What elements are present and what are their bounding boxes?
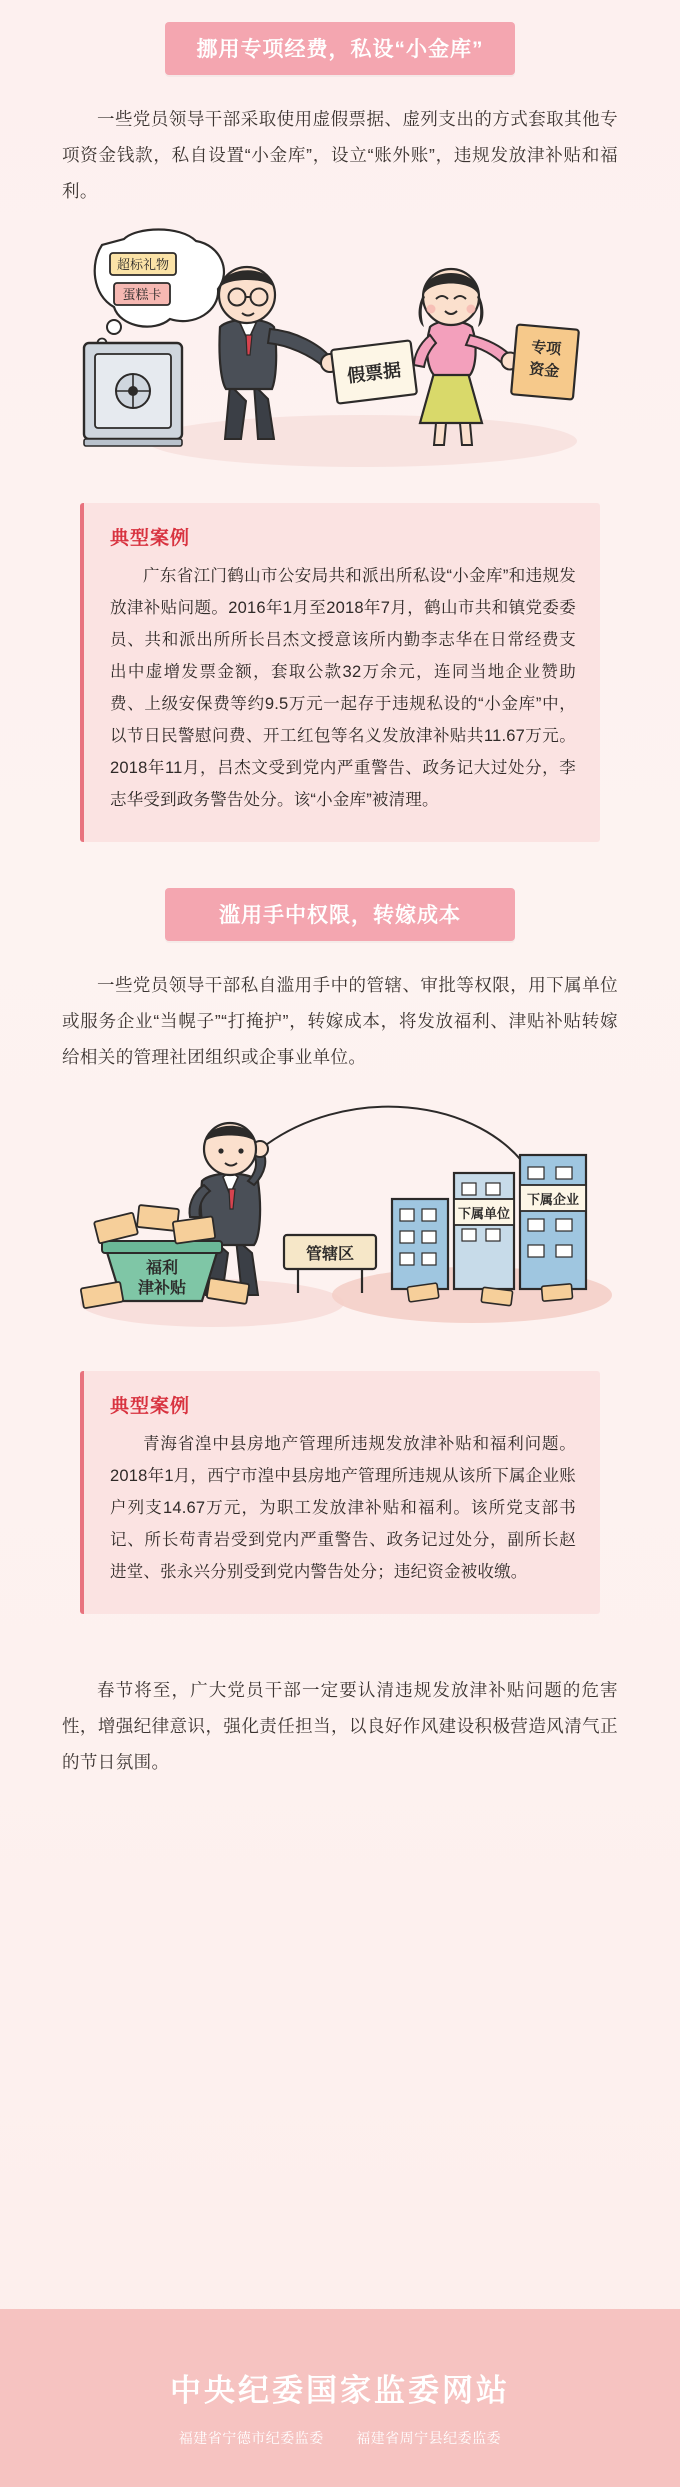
svg-text:资金: 资金 [528,360,560,381]
case-title-2: 典型案例 [110,1396,191,1417]
section-1 [0,0,680,75]
thought-bubble [95,230,224,348]
case-body-2: 青海省湟中县房地产管理所违规发放津补贴和福利问题。2018年1月，西宁市湟中县房地产管理所违规从该所下属企业账户列支14.67万元，为职工发放津补贴和福利。该所党支部书记、所长苟青岩受到党内严重警告、政务记过处分，副所长赵进堂、张永兴分别受到党内警告处分；违纪资金被收缴。 [110,1435,576,1581]
case-box-2 [80,1371,600,1614]
bubble-top-label: 超标礼物 [116,257,170,272]
sign-jurisdiction [284,1235,376,1293]
basket-label-2: 津补贴 [137,1280,187,1297]
character-staff [414,269,519,445]
case-title-1: 典型案例 [110,528,191,549]
building-label-1: 下属企业 [526,1192,580,1207]
closing-paragraph: 春节将至，广大党员干部一定要认清违规发放津补贴问题的危害性，增强纪律意识，强化责任担当，以良好作风建设积极营造风清气正的节日氛围。 [62,1680,618,1772]
section-1-header: 挪用专项经费，私设“小金库” [165,22,515,75]
character-official [219,267,339,439]
footer-credit-1: 福建省宁德市纪委监委 [178,2430,324,2446]
svg-text:专项: 专项 [530,338,562,359]
safe-box-icon [84,343,182,446]
section-1-paragraph: 一些党员领导干部采取使用虚假票据、虚列支出的方式套取其他专项资金钱款，私自设置“小金库”，设立“账外账”，违规发放津补贴和福利。 [62,109,618,201]
illustration-embezzlement [62,223,618,473]
sign-jurisdiction-label: 管辖区 [305,1246,355,1263]
section-2 [0,842,680,941]
footer-credit-2: 福建省周宁县纪委监委 [356,2430,502,2446]
case-body-1: 广东省江门鹤山市公安局共和派出所私设“小金库”和违规发放津补贴问题。2016年1月至2018年7月，鹤山市共和镇党委委员、共和派出所所长吕杰文授意该所内勤李志华在日常经费支出中虚增发票金额，套取公款32万余元，连同当地企业赞助费、上级安保费等约9.5万元一起存于违规私设的“小金库”中，以节日民警慰问费、开工红包等名义发放津补贴共11.67万元。2018年11月，吕杰文受到党内严重警告、政务记大过处分，李志华受到政务警告处分。该“小金库”被清理。 [110,567,576,809]
basket-label-1: 福利 [145,1260,179,1277]
illustration-power-abuse [62,1089,618,1341]
sign-fake-invoice [331,340,417,403]
building-label-2: 下属单位 [457,1206,511,1221]
buildings-group [392,1155,586,1306]
sign-special-fund [511,324,579,413]
sign-fake-invoice-label: 假票据 [346,359,403,387]
section-2-paragraph: 一些党员领导干部私自滥用手中的管辖、审批等权限，用下属单位或服务企业“当幌子”“打掩护”，转嫁成本，将发放福利、津贴补贴转嫁给相关的管理社团组织或企事业单位。 [62,975,618,1067]
footer-title: 中央纪委国家监委网站 [170,2373,510,2408]
footer [0,2309,680,2487]
bubble-bottom-label: 蛋糕卡 [122,287,162,302]
section-2-header: 滥用手中权限，转嫁成本 [165,888,515,941]
case-box-1 [80,503,600,842]
footer-credits [0,2428,680,2448]
